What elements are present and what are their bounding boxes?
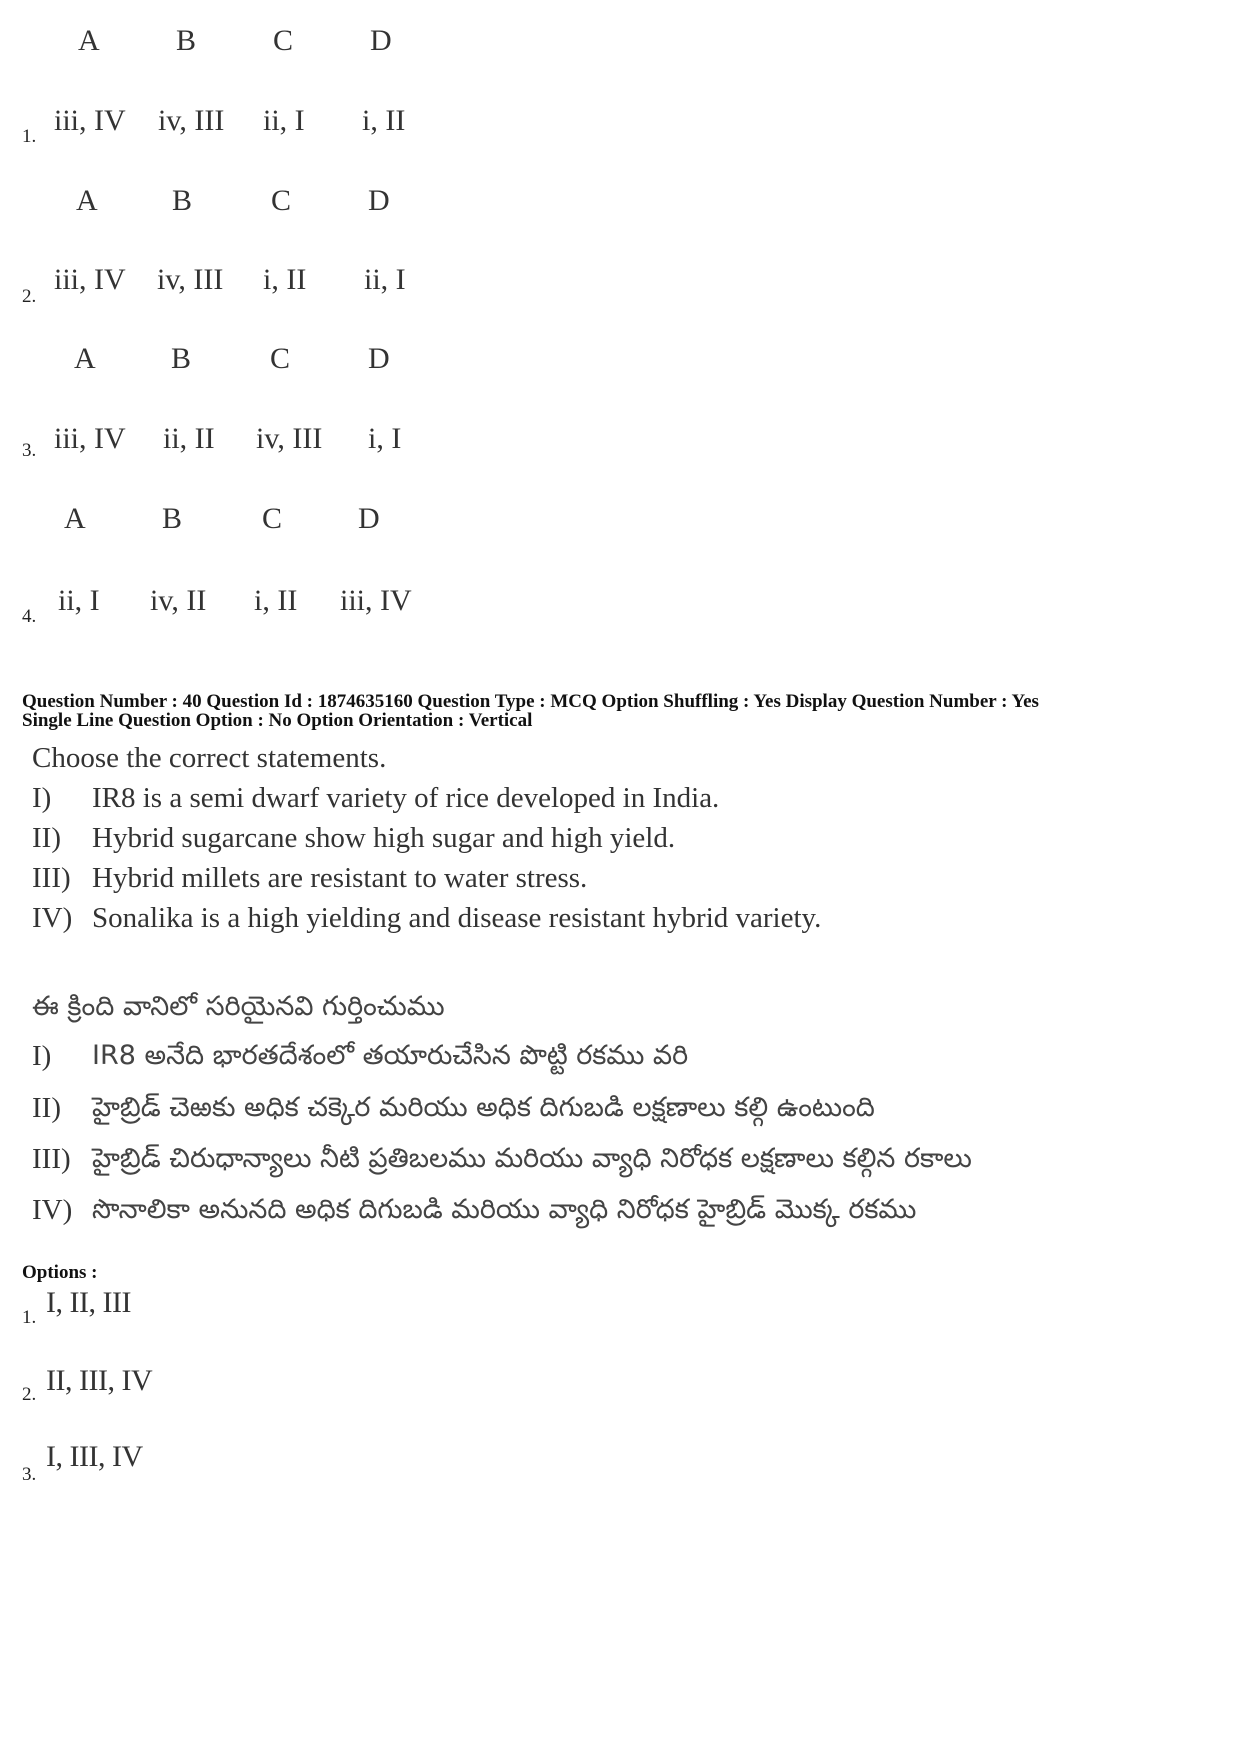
statement-number: I): [32, 782, 52, 814]
statement-text: హైబ్రిడ్ చెఱకు అధిక చక్కెర మరియు అధిక దిగుబడి లక్షణాలు కల్గి ఉంటుంది: [92, 1092, 875, 1123]
col-header-b: B: [176, 24, 197, 57]
statement-text: సొనాలికా అనునది అధిక దిగుబడి మరియు వ్యాధి నిరోధక హైబ్రిడ్ మొక్క రకము: [92, 1194, 917, 1225]
statement-text: Sonalika is a high yielding and disease resistant hybrid variety.: [92, 902, 822, 934]
cell-c: iv, III: [256, 422, 323, 455]
option-serial: 1.: [22, 1307, 37, 1328]
statement-number: III): [32, 862, 71, 894]
statement-text: IR8 అనేది భారతదేశంలో తయారుచేసిన పొట్టి రకము వరి: [92, 1040, 689, 1071]
cell-b: iv, II: [150, 584, 207, 617]
cell-a: iii, IV: [54, 263, 126, 296]
option-serial: 2.: [22, 1384, 37, 1405]
statement-number: II): [32, 822, 61, 854]
col-header-a: A: [74, 342, 96, 375]
statement-number: IV): [32, 902, 73, 934]
question-meta-line1: Question Number : 40 Question Id : 1874635160 Question Type : MCQ Option Shuffling : Yes Display Question Number : Yes: [22, 691, 1039, 712]
options-label: Options :: [22, 1262, 98, 1283]
statement-text: Hybrid millets are resistant to water stress.: [92, 862, 588, 894]
col-header-a: A: [64, 502, 86, 535]
option-serial: 2.: [22, 286, 37, 307]
col-header-b: B: [162, 502, 183, 535]
cell-b: ii, II: [163, 422, 215, 455]
col-header-b: B: [172, 184, 193, 217]
statement-number: IV): [32, 1194, 73, 1226]
option-text: II, III, IV: [46, 1364, 153, 1397]
col-header-c: C: [262, 502, 283, 535]
cell-c: i, II: [254, 584, 298, 617]
statement-text: Hybrid sugarcane show high sugar and high yield.: [92, 822, 676, 854]
cell-a: iii, IV: [54, 104, 126, 137]
col-header-d: D: [368, 342, 390, 375]
statement-number: III): [32, 1143, 71, 1175]
cell-c: i, II: [263, 263, 307, 296]
option-text: I, II, III: [46, 1286, 131, 1319]
option-serial: 3.: [22, 1464, 37, 1485]
cell-d: i, I: [368, 422, 402, 455]
col-header-d: D: [370, 24, 392, 57]
col-header-d: D: [358, 502, 380, 535]
option-serial: 1.: [22, 126, 37, 147]
option-text: I, III, IV: [46, 1440, 143, 1473]
option-serial: 4.: [22, 606, 37, 627]
col-header-a: A: [78, 24, 100, 57]
col-header-c: C: [271, 184, 292, 217]
statement-text: IR8 is a semi dwarf variety of rice developed in India.: [92, 782, 720, 814]
col-header-d: D: [368, 184, 390, 217]
cell-b: iv, III: [157, 263, 224, 296]
statement-number: II): [32, 1092, 61, 1124]
option-serial: 3.: [22, 440, 37, 461]
cell-d: i, II: [362, 104, 406, 137]
col-header-a: A: [76, 184, 98, 217]
cell-c: ii, I: [263, 104, 305, 137]
col-header-c: C: [273, 24, 294, 57]
cell-a: iii, IV: [54, 422, 126, 455]
col-header-b: B: [171, 342, 192, 375]
question-stem-en: Choose the correct statements.: [32, 742, 387, 774]
col-header-c: C: [270, 342, 291, 375]
cell-a: ii, I: [58, 584, 100, 617]
cell-d: iii, IV: [340, 584, 412, 617]
statement-number: I): [32, 1040, 52, 1072]
question-stem-te: ఈ క్రింది వానిలో సరియైనవి గుర్తించుము: [32, 991, 445, 1022]
cell-b: iv, III: [158, 104, 225, 137]
cell-d: ii, I: [364, 263, 406, 296]
statement-text: హైబ్రిడ్ చిరుధాన్యాలు నీటి ప్రతిబలము మరియు వ్యాధి నిరోధక లక్షణాలు కల్గిన రకాలు: [92, 1143, 972, 1174]
question-meta-line2: Single Line Question Option : No Option Orientation : Vertical: [22, 710, 533, 731]
